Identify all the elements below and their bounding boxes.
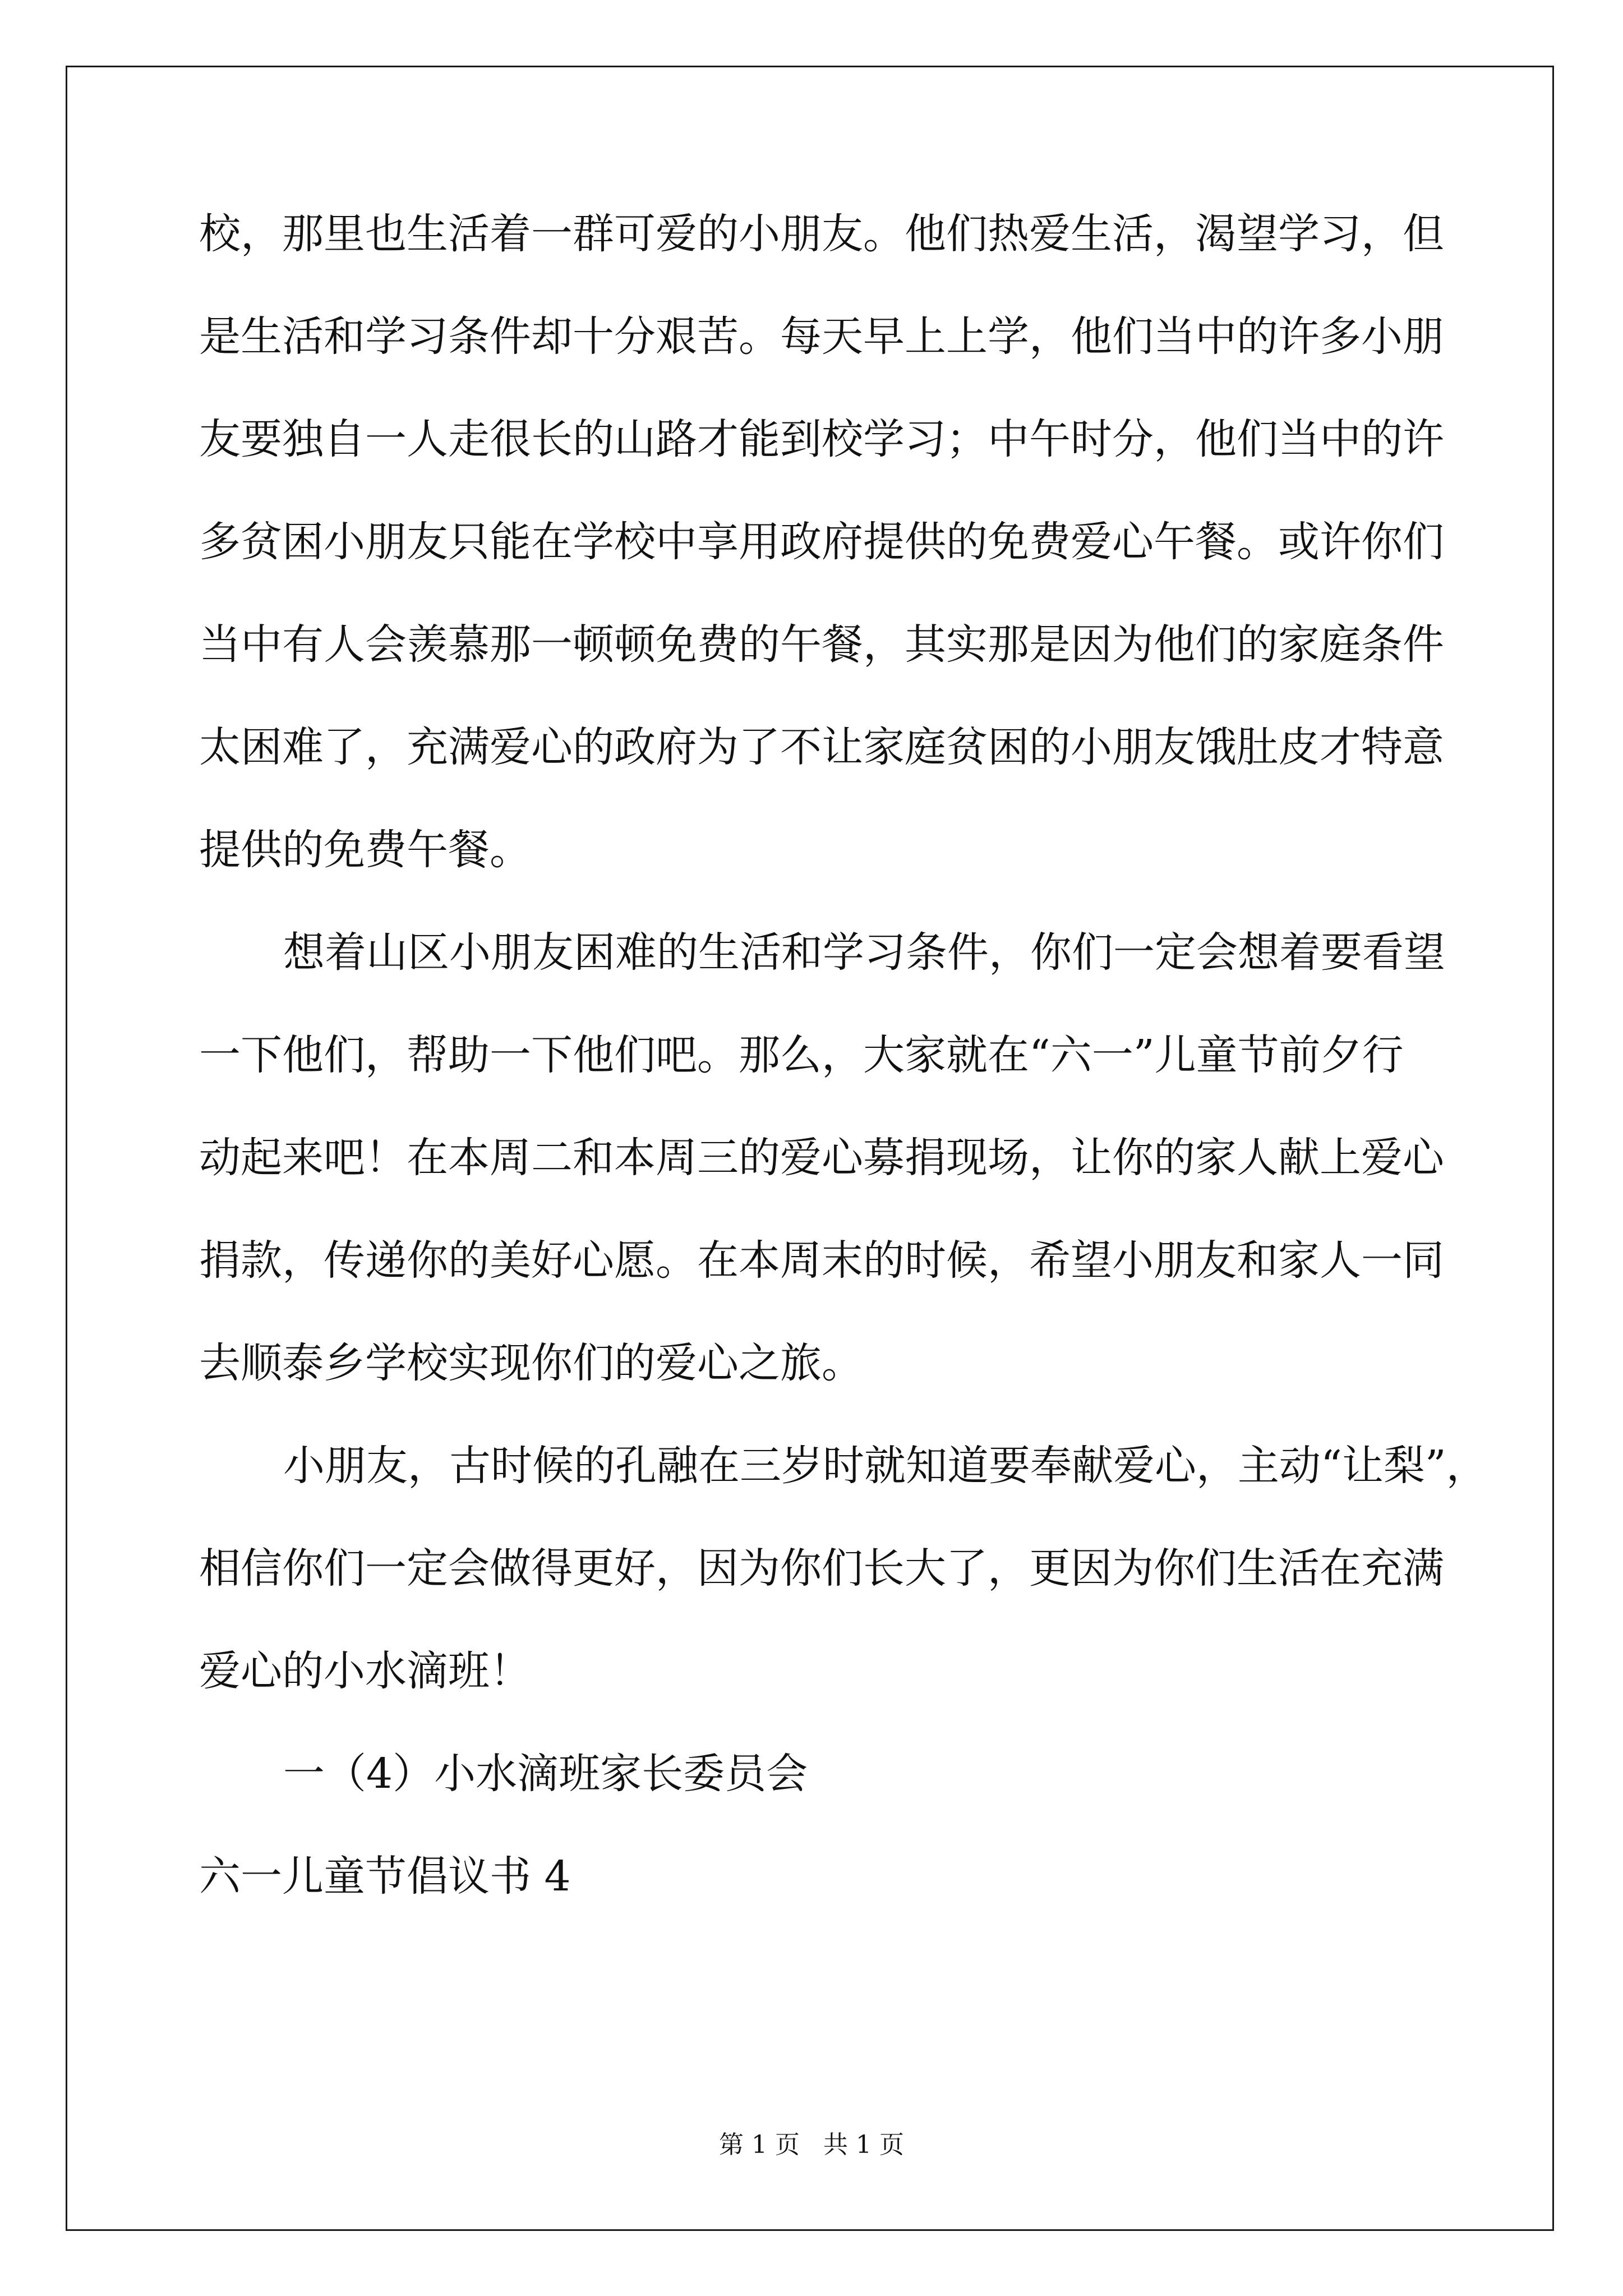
text-line: 一下他们，帮助一下他们吧。那么，大家就在“六一”儿童节前夕行 (199, 1031, 1404, 1079)
signature-line: 一（4）小水滴班家长委员会 (283, 1750, 808, 1798)
text-line: 爱心的小水滴班！ (199, 1647, 531, 1695)
text-line: 捐款，传递你的美好心愿。在本周末的时候，希望小朋友和家人一同 (199, 1236, 1444, 1285)
page-total: 共 1 页 (823, 2131, 904, 2159)
text-line: 友要独自一人走很长的山路才能到校学习；中午时分，他们当中的许 (199, 415, 1444, 463)
text-line: 校，那里也生活着一群可爱的小朋友。他们热爱生活，渴望学习，但 (199, 210, 1444, 258)
paragraph-start-line: 想着山区小朋友困难的生活和学习条件，你们一定会想着要看望 (283, 928, 1445, 977)
text-line: 动起来吧！在本周二和本周三的爱心募捐现场，让你的家人献上爱心 (199, 1134, 1444, 1182)
text-line: 太困难了，充满爱心的政府为了不让家庭贫困的小朋友饿肚皮才特意 (199, 723, 1444, 771)
text-line: 是生活和学习条件却十分艰苦。每天早上上学，他们当中的许多小朋 (199, 312, 1444, 361)
section-heading: 六一儿童节倡议书 4 (199, 1852, 571, 1901)
text-line: 多贫困小朋友只能在学校中享用政府提供的免费爱心午餐。或许你们 (199, 518, 1444, 566)
text-line: 当中有人会羡慕那一顿顿免费的午餐，其实那是因为他们的家庭条件 (199, 620, 1444, 669)
text-line: 去顺泰乡学校实现你们的爱心之旅。 (199, 1339, 863, 1387)
page-footer (0, 2133, 1623, 2157)
text-line: 相信你们一定会做得更好，因为你们长大了，更因为你们生活在充满 (199, 1544, 1444, 1593)
page-number: 第 1 页 (719, 2131, 800, 2159)
text-line: 提供的免费午餐。 (199, 826, 531, 874)
paragraph-start-line: 小朋友，古时候的孔融在三岁时就知道要奉献爱心，主动“让梨”， (283, 1442, 1488, 1490)
